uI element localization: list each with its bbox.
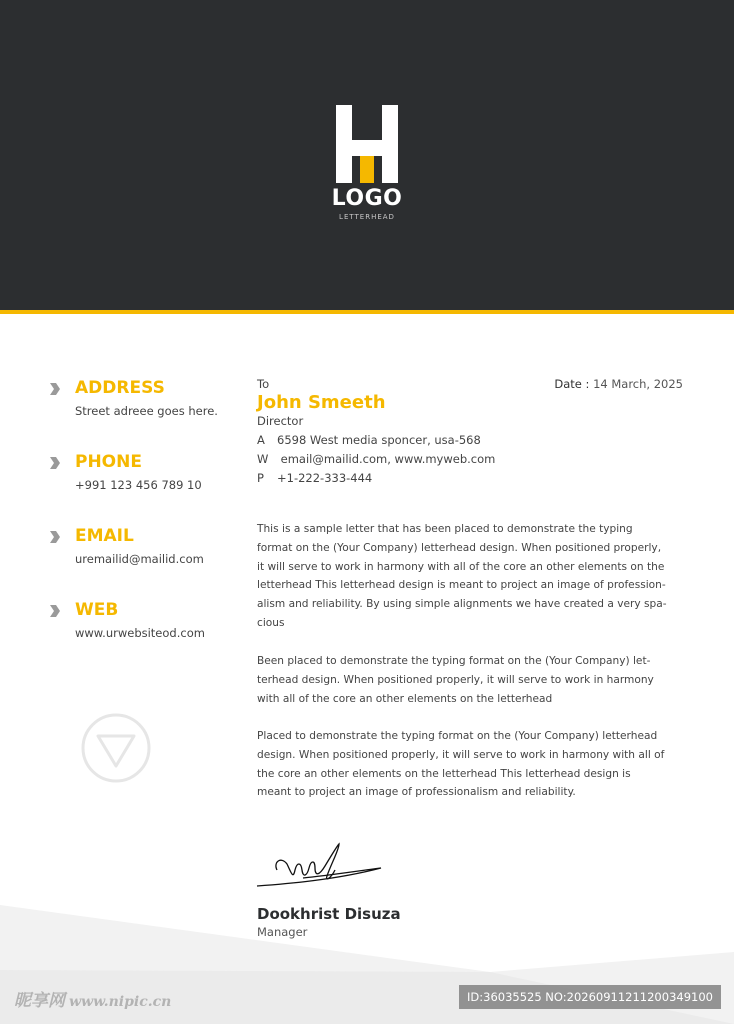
recipient-web-line xyxy=(257,452,495,466)
recipient-address-line xyxy=(257,433,481,447)
date-label: Date : xyxy=(554,377,590,391)
triangle-down-circle-icon xyxy=(80,712,152,784)
to-label: To xyxy=(257,377,270,391)
body-paragraph: This is a sample letter that has been placed to demonstrate the typing format on the (Your Company) letterhead design. When positioned properly, it will serve to work in harmony with all of the core an other elements on the letterhead This letterhead design is meant to project an image of profession-alism and reliability. By using simple alignments we have created a very spa-cious xyxy=(257,523,667,629)
recipient-title: Director xyxy=(257,414,304,428)
contact-phone-value: +991 123 456 789 10 xyxy=(75,478,202,492)
contact-email-title: EMAIL xyxy=(75,526,134,546)
logo xyxy=(317,104,417,224)
chevron-right-icon xyxy=(50,383,60,395)
watermark-id-badge: ID:36035525 NO:20260911211200349100 xyxy=(459,985,721,1009)
header-accent-stripe xyxy=(0,310,734,314)
contact-web-value: www.urwebsiteod.com xyxy=(75,626,205,640)
address-value: 6598 West media sponcer, usa-568 xyxy=(277,433,481,447)
logo-subtitle: LETTERHEAD xyxy=(339,213,395,221)
chevron-right-icon xyxy=(50,605,60,617)
web-key: W xyxy=(257,452,269,466)
web-value: email@mailid.com, www.myweb.com xyxy=(277,452,496,466)
body-paragraph: Been placed to demonstrate the typing format on the (Your Company) let-terhead design. When positioned properly, it will serve to work in harmony with all of the core an other elements on the letterhead xyxy=(257,655,654,705)
watermark-site xyxy=(14,986,171,1011)
phone-key: P xyxy=(257,471,264,485)
chevron-right-icon xyxy=(50,457,60,469)
contact-email-value: uremailid@mailid.com xyxy=(75,552,204,566)
contact-web-title: WEB xyxy=(75,600,119,620)
watermark-site-name: 昵享网 xyxy=(14,991,65,1011)
date-value: 14 March, 2025 xyxy=(589,377,683,391)
recipient-phone-line xyxy=(257,471,372,485)
recipient-name: John Smeeth xyxy=(257,392,386,413)
logo-h-mark xyxy=(317,104,417,186)
logo-wordmark: LOGO xyxy=(331,186,403,211)
letter-date xyxy=(554,377,683,391)
contact-address-value: Street adreee goes here. xyxy=(75,404,218,418)
watermark-site-url: www.nipic.cn xyxy=(69,994,172,1010)
signature-image xyxy=(255,840,385,892)
chevron-right-icon xyxy=(50,531,60,543)
body-paragraph: Placed to demonstrate the typing format on the (Your Company) letterhead design. When positioned properly, it will serve to work in harmony with all of the core an other elements on the letterhead This letterhead design is meant to project an image of professionalism and reliability. xyxy=(257,730,665,799)
address-key: A xyxy=(257,433,265,447)
phone-value: +1-222-333-444 xyxy=(277,471,373,485)
signer-title: Manager xyxy=(257,925,308,939)
signer-name: Dookhrist Disuza xyxy=(257,905,401,923)
contact-address-title: ADDRESS xyxy=(75,378,165,398)
letterhead-header xyxy=(0,0,734,310)
contact-phone-title: PHONE xyxy=(75,452,142,472)
